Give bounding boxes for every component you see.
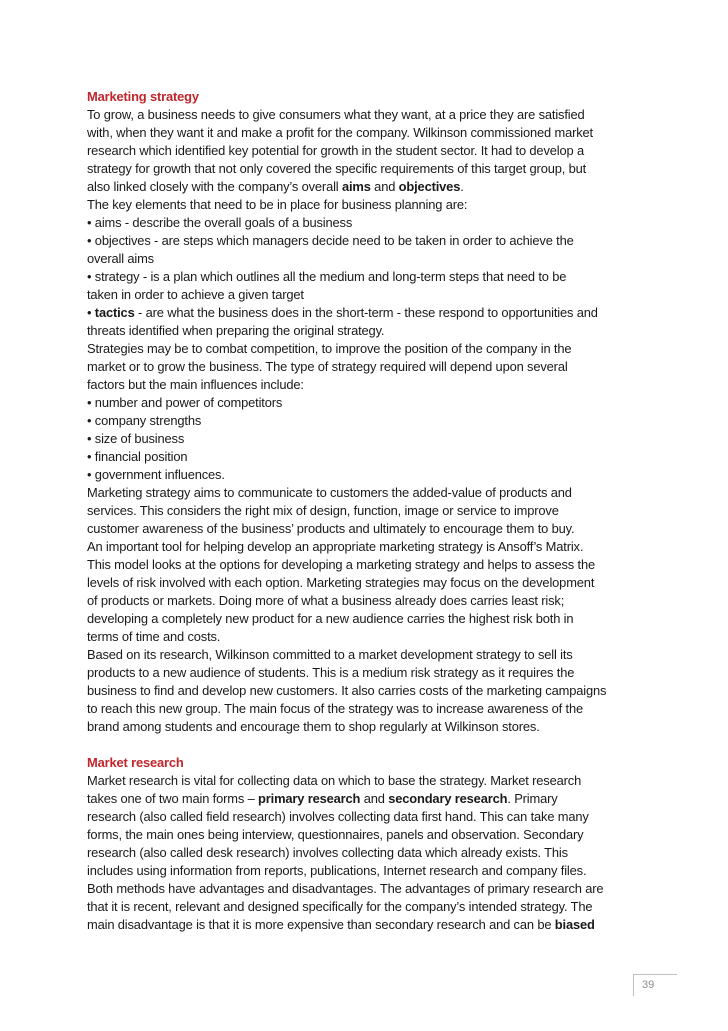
paragraph-intro: [87, 106, 647, 196]
paragraph-market-research: [87, 772, 647, 934]
text-line: market or to grow the business. The type of strategy required will depend upon several: [87, 359, 568, 374]
text-run: main disadvantage is that it is more expensive than secondary research and can be: [87, 917, 555, 932]
list-item: • aims - describe the overall goals of a business: [87, 215, 353, 230]
text-line: An important tool for helping develop an appropriate marketing strategy is Ansoff’s Matrix.: [87, 539, 584, 554]
list-item: • objectives - are steps which managers decide need to be taken in order to achieve the: [87, 233, 574, 248]
text-line: [87, 916, 647, 934]
bold-term-secondary-research: secondary research: [388, 791, 508, 806]
footer-rule-vertical: [633, 974, 634, 996]
text-line: of products or markets. Doing more of what a business already does carries least risk;: [87, 593, 565, 608]
text-line: brand among students and encourage them to shop regularly at Wilkinson stores.: [87, 719, 540, 734]
text-run: .: [460, 179, 464, 194]
page-number: 39: [642, 979, 655, 991]
text-line: terms of time and costs.: [87, 629, 221, 644]
bold-term-biased: biased: [554, 917, 595, 932]
list-item-continuation: taken in order to achieve a given target: [87, 287, 304, 302]
text-line: research (also called field research) involves collecting data first hand. This can take many: [87, 809, 589, 824]
text-line: business to find and develop new customers. It also carries costs of the marketing campaigns: [87, 683, 607, 698]
list-item: • size of business: [87, 431, 185, 446]
section-heading-market-research: Market research: [87, 755, 184, 770]
section-heading-marketing-strategy: Marketing strategy: [87, 89, 199, 104]
text-line: This model looks at the options for developing a marketing strategy and helps to assess the: [87, 557, 595, 572]
footer-rule-horizontal: [633, 974, 677, 975]
list-item: • financial position: [87, 449, 188, 464]
text-line: research which identified key potential for growth in the student sector. It had to develop a: [87, 143, 584, 158]
text-line: strategy for growth that not only covered the specific requirements of this target group, but: [87, 161, 587, 176]
text-line: includes using information from reports, publications, Internet research and company files.: [87, 863, 587, 878]
text-line: services. This considers the right mix of design, function, image or service to improve: [87, 503, 559, 518]
text-line: to reach this new group. The main focus of the strategy was to increase awareness of the: [87, 701, 584, 716]
text-line: with, when they want it and make a profit for the company. Wilkinson commissioned market: [87, 125, 593, 140]
paragraph-strategies: [87, 340, 647, 394]
text-line: products to a new audience of students. This is a medium risk strategy as it requires the: [87, 665, 575, 680]
text-line: Based on its research, Wilkinson committed to a market development strategy to sell its: [87, 647, 573, 662]
text-line: Both methods have advantages and disadvantages. The advantages of primary research are: [87, 881, 604, 896]
page-body: [87, 88, 647, 934]
bold-term-primary-research: primary research: [258, 791, 361, 806]
text-run: and: [370, 179, 399, 194]
text-line: [87, 178, 647, 196]
text-line: Market research is vital for collecting data on which to base the strategy. Market research: [87, 773, 582, 788]
text-run: . Primary: [507, 791, 558, 806]
text-run: and: [360, 791, 389, 806]
text-line: To grow, a business needs to give consumers what they want, at a price they are satisfied: [87, 107, 585, 122]
text-line: forms, the main ones being interview, questionnaires, panels and observation. Secondary: [87, 827, 584, 842]
text-line: that it is recent, relevant and designed specifically for the company’s intended strategy. The: [87, 899, 593, 914]
text-line: developing a completely new product for a new audience carries the highest risk both in: [87, 611, 574, 626]
bullet-list-planning-elements: [87, 214, 647, 340]
list-item: • number and power of competitors: [87, 395, 283, 410]
text-line: levels of risk involved with each option. Marketing strategies may focus on the development: [87, 575, 595, 590]
text-run: takes one of two main forms –: [87, 791, 259, 806]
text-line: [87, 790, 647, 808]
text-line: The key elements that need to be in place for business planning are:: [87, 197, 468, 212]
list-item-tactics: [87, 304, 647, 322]
bullet-glyph: •: [87, 305, 95, 320]
paragraph-marketing-aims: [87, 484, 647, 736]
list-item: • company strengths: [87, 413, 202, 428]
bullet-list-influences: [87, 394, 647, 484]
bold-term-objectives: objectives: [398, 179, 461, 194]
text-line: Strategies may be to combat competition, to improve the position of the company in the: [87, 341, 572, 356]
text-line: customer awareness of the business’ products and ultimately to encourage them to buy.: [87, 521, 575, 536]
bold-term-tactics: tactics: [94, 305, 135, 320]
list-item-continuation: threats identified when preparing the original strategy.: [87, 323, 385, 338]
text-run: also linked closely with the company’s overall: [87, 179, 342, 194]
text-line: Marketing strategy aims to communicate to customers the added-value of products and: [87, 485, 572, 500]
paragraph-spacer: [87, 736, 647, 754]
text-run: - are what the business does in the short-term - these respond to opportunities and: [134, 305, 598, 320]
list-item: • government influences.: [87, 467, 225, 482]
text-line: research (also called desk research) involves collecting data which already exists. This: [87, 845, 568, 860]
list-item: • strategy - is a plan which outlines all the medium and long-term steps that need to be: [87, 269, 567, 284]
bold-term-aims: aims: [341, 179, 371, 194]
text-line: factors but the main influences include:: [87, 377, 304, 392]
list-item-continuation: overall aims: [87, 251, 154, 266]
